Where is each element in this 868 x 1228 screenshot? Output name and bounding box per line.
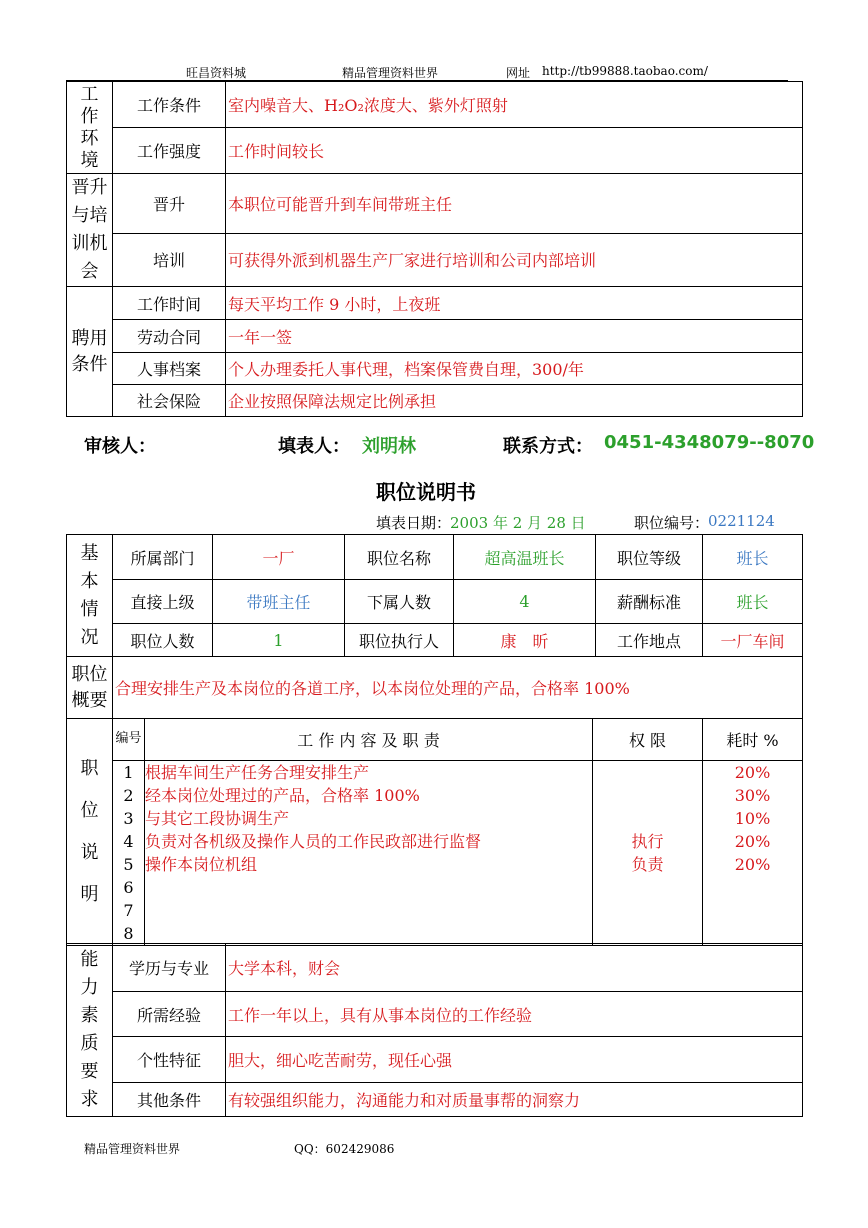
authority-header: 权 限 xyxy=(593,719,703,761)
duty-number: 4 xyxy=(123,832,134,851)
duty-item: 负责对各机级及操作人员的工作民政部进行监督 xyxy=(145,832,482,851)
salary-label: 薪酬标准 xyxy=(596,580,703,624)
content-header: 工 作 内 容 及 职 责 xyxy=(145,719,593,761)
subordinate-value: 4 xyxy=(454,580,596,624)
summary-label: 职位概要 xyxy=(67,657,113,719)
page-title: 职位说明书 xyxy=(376,480,476,504)
dept-label: 所属部门 xyxy=(113,535,213,580)
header-url-label: 网址 xyxy=(506,66,531,80)
level-label: 职位等级 xyxy=(596,535,703,580)
employment-label: 聘用条件 xyxy=(67,287,113,417)
row-label: 工作强度 xyxy=(113,128,226,174)
dept-value: 一厂 xyxy=(213,535,345,580)
duty-number: 8 xyxy=(123,924,134,943)
filler-name: 刘明林 xyxy=(362,436,416,457)
level-value: 班长 xyxy=(703,535,803,580)
promotion-label: 晋升与培训机会 xyxy=(67,174,113,287)
duty-item: 经本岗位处理过的产品，合格率 100% xyxy=(145,786,420,805)
duty-number: 2 xyxy=(123,786,134,805)
ability-table xyxy=(66,943,803,1117)
row-label: 劳动合同 xyxy=(113,320,226,353)
duty-number: 7 xyxy=(123,901,134,920)
row-label: 社会保险 xyxy=(113,385,226,417)
reviewer-label: 审核人： xyxy=(84,436,156,457)
contact-label: 联系方式： xyxy=(503,436,593,457)
code-label: 职位编号： xyxy=(634,514,710,532)
row-value: 个人办理委托人事代理，档案保管费自理，300/年 xyxy=(226,353,803,385)
duty-times xyxy=(703,761,803,946)
row-value: 室内噪音大、H₂O₂浓度大、紫外灯照射 xyxy=(226,82,803,128)
row-value: 一年一签 xyxy=(226,320,803,353)
location-value: 一厂车间 xyxy=(703,624,803,657)
time-item: 30% xyxy=(734,786,771,805)
row-label: 培训 xyxy=(113,233,226,286)
row-value: 有较强组织能力，沟通能力和对质量事帮的洞察力 xyxy=(226,1083,803,1117)
row-label: 其他条件 xyxy=(113,1083,226,1117)
executor-label: 职位执行人 xyxy=(345,624,454,657)
summary-value: 合理安排生产及本岗位的各道工序，以本岗位处理的产品，合格率 100% xyxy=(113,657,803,719)
date-value: 2003 年 2 月 28 日 xyxy=(450,514,586,532)
basic-label: 基本情况 xyxy=(67,535,113,657)
row-value: 本职位可能晋升到车间带班主任 xyxy=(226,174,803,234)
row-value: 每天平均工作 9 小时，上夜班 xyxy=(226,287,803,320)
row-label: 晋升 xyxy=(113,174,226,234)
contact-value: 0451-4348079--8070 xyxy=(604,432,815,453)
header-world: 精品管理资料世界 xyxy=(342,66,439,80)
headcount-label: 职位人数 xyxy=(113,624,213,657)
superior-value: 带班主任 xyxy=(213,580,345,624)
row-value: 可获得外派到机器生产厂家进行培训和公司内部培训 xyxy=(226,233,803,286)
row-label: 工作时间 xyxy=(113,287,226,320)
duty-number: 3 xyxy=(123,809,134,828)
duty-item: 与其它工段协调生产 xyxy=(145,809,290,828)
row-value: 企业按照保障法规定比例承担 xyxy=(226,385,803,417)
duties-table xyxy=(66,718,803,946)
row-value: 胆大，细心吃苦耐劳，现任心强 xyxy=(226,1037,803,1083)
executor-value: 康 昕 xyxy=(454,624,596,657)
position-label: 职位名称 xyxy=(345,535,454,580)
salary-value: 班长 xyxy=(703,580,803,624)
row-label: 工作条件 xyxy=(113,82,226,128)
filler-label: 填表人： xyxy=(278,436,350,457)
authority-item: 执行 xyxy=(631,832,664,851)
header-url: http://tb99888.taobao.com/ xyxy=(542,64,708,78)
duty-item: 根据车间生产任务合理安排生产 xyxy=(145,763,370,782)
duty-item: 操作本岗位机组 xyxy=(145,855,258,874)
row-label: 学历与专业 xyxy=(113,944,226,992)
headcount-value: 1 xyxy=(213,624,345,657)
location-label: 工作地点 xyxy=(596,624,703,657)
date-label: 填表日期： xyxy=(376,514,452,532)
footer-left: 精品管理资料世界 xyxy=(84,1142,181,1156)
subordinate-label: 下属人数 xyxy=(345,580,454,624)
row-label: 个性特征 xyxy=(113,1037,226,1083)
duty-number: 1 xyxy=(123,763,134,782)
time-item: 20% xyxy=(734,763,771,782)
authority-item: 负责 xyxy=(631,855,664,874)
duty-items xyxy=(145,761,593,946)
duty-number: 5 xyxy=(123,855,134,874)
row-label: 人事档案 xyxy=(113,353,226,385)
row-value: 工作时间较长 xyxy=(226,128,803,174)
time-item: 20% xyxy=(734,832,771,851)
work-conditions-table xyxy=(66,81,803,417)
time-item: 20% xyxy=(734,855,771,874)
code-value: 0221124 xyxy=(708,512,775,530)
duty-number: 6 xyxy=(123,878,134,897)
row-value: 大学本科，财会 xyxy=(226,944,803,992)
num-header: 编号 xyxy=(113,719,145,761)
duties-label: 职位说明 xyxy=(67,719,113,946)
position-value: 超高温班长 xyxy=(454,535,596,580)
work-env-label: 工作环境 xyxy=(67,82,113,174)
row-value: 工作一年以上，具有从事本岗位的工作经验 xyxy=(226,992,803,1037)
row-label: 所需经验 xyxy=(113,992,226,1037)
ability-label: 能力素质要求 xyxy=(67,944,113,1117)
header-shop: 旺昌资料城 xyxy=(186,66,247,80)
footer-qq: QQ：602429086 xyxy=(294,1142,395,1156)
basic-info-table xyxy=(66,534,803,719)
duty-authority xyxy=(593,761,703,946)
superior-label: 直接上级 xyxy=(113,580,213,624)
time-header: 耗时 % xyxy=(703,719,803,761)
duty-numbers xyxy=(113,761,145,946)
time-item: 10% xyxy=(734,809,771,828)
